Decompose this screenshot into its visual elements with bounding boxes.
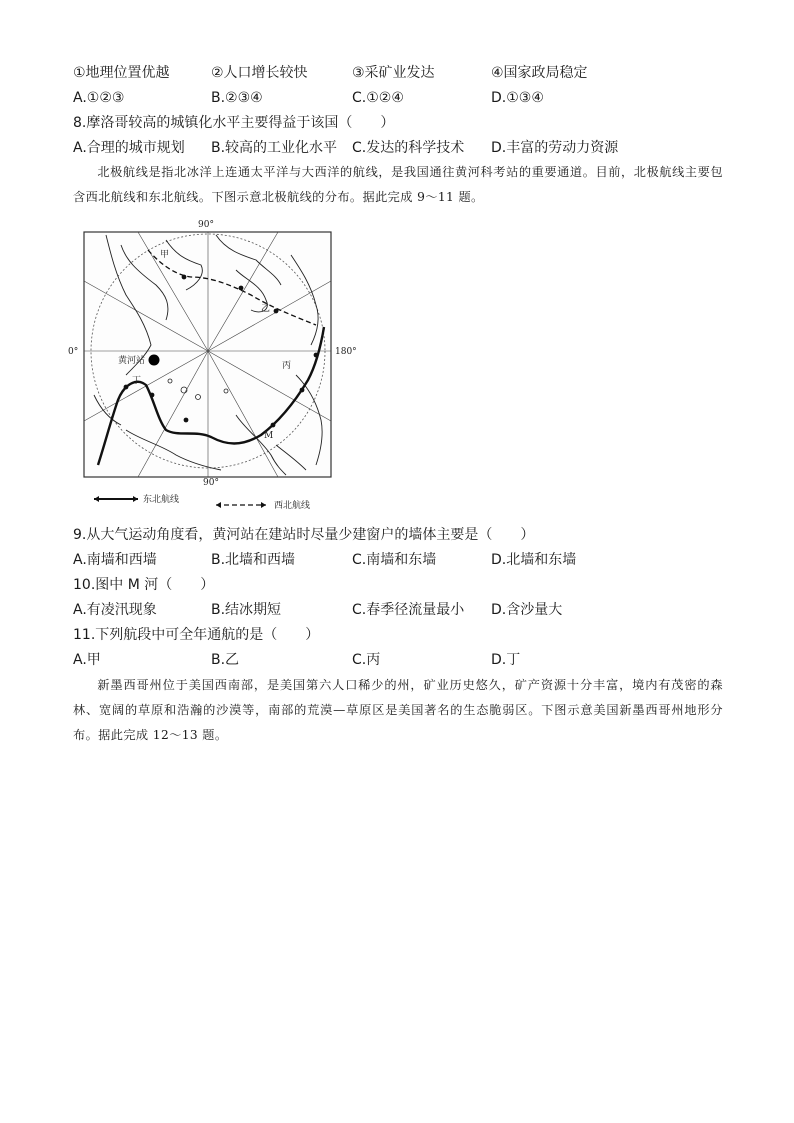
q10-option-d: D.含沙量大 <box>491 602 563 618</box>
q9-option-b: B.北墙和西墙 <box>211 552 296 568</box>
q8-option-b: B.较高的工业化水平 <box>211 140 338 156</box>
q7-item-1: ①地理位置优越 <box>73 65 170 81</box>
passage-new-mexico: 新墨西哥州位于美国西南部，是美国第六人口稀少的州，矿业历史悠久，矿产资源十分丰富，境内有茂密的森林、宽阔的草原和浩瀚的沙漠等，南部的荒漠—草原区是美国著名的生态脆弱区。下图示意美国新墨西哥州地形分布。据此完成 12～13 题。 <box>73 678 723 742</box>
legend-northeast-label: 东北航线 <box>143 495 180 505</box>
longitude-label-left: 0° <box>68 347 79 357</box>
q11-stem: 11.下列航段中可全年通航的是（ ） <box>73 627 320 643</box>
q9-option-d: D.北墙和东墙 <box>491 552 577 568</box>
longitude-label-right: 180° <box>335 347 357 357</box>
q11-option-c: C.丙 <box>352 652 381 668</box>
q10-option-a: A.有凌汛现象 <box>73 602 157 618</box>
segment-label-jia: 甲 <box>160 250 170 260</box>
q7-item-4: ④国家政局稳定 <box>491 65 588 81</box>
q10-option-b: B.结冰期短 <box>211 602 282 618</box>
q7-option-b: B.②③④ <box>211 90 263 106</box>
segment-label-yi: 乙 <box>261 304 271 314</box>
map-frame <box>84 232 331 477</box>
q7-option-c: C.①②④ <box>352 90 404 106</box>
arctic-routes-map <box>66 215 366 515</box>
q7-item-2: ②人口增长较快 <box>211 65 308 81</box>
q7-item-3: ③采矿业发达 <box>352 65 435 81</box>
q9-option-a: A.南墙和西墙 <box>73 552 157 568</box>
segment-label-bing: 丙 <box>282 361 292 371</box>
q8-option-d: D.丰富的劳动力资源 <box>491 140 619 156</box>
segment-label-ding: 丁 <box>132 376 142 386</box>
legend-northwest-label: 西北航线 <box>274 501 311 511</box>
q8-stem: 8.摩洛哥较高的城镇化水平主要得益于该国（ ） <box>73 115 395 131</box>
q9-stem: 9.从大气运动角度看，黄河站在建站时尽量少建窗户的墙体主要是（ ） <box>73 527 535 543</box>
q10-option-c: C.春季径流量最小 <box>352 602 465 618</box>
passage-arctic-routes: 北极航线是指北冰洋上连通太平洋与大西洋的航线，是我国通往黄河科考站的重要通道。目前，北极航线主要包含西北航线和东北航线。下图示意北极航线的分布。据此完成 9～11 题。 <box>73 165 723 204</box>
q7-option-a: A.①②③ <box>73 90 125 106</box>
q11-option-a: A.甲 <box>73 652 101 668</box>
q11-option-b: B.乙 <box>211 652 240 668</box>
river-label-m: M <box>264 431 274 441</box>
q8-option-a: A.合理的城市规划 <box>73 140 185 156</box>
longitude-label-bottom: 90° <box>203 478 219 488</box>
q8-option-c: C.发达的科学技术 <box>352 140 465 156</box>
q10-stem: 10.图中 M 河（ ） <box>73 577 215 593</box>
map-legend <box>94 493 310 511</box>
q11-option-d: D.丁 <box>491 652 521 668</box>
longitude-label-top: 90° <box>198 220 214 230</box>
huanghe-station-label: 黄河站 <box>118 356 146 366</box>
q7-option-d: D.①③④ <box>491 90 544 106</box>
huanghe-station-marker <box>149 355 160 366</box>
q9-option-c: C.南墙和东墙 <box>352 552 437 568</box>
